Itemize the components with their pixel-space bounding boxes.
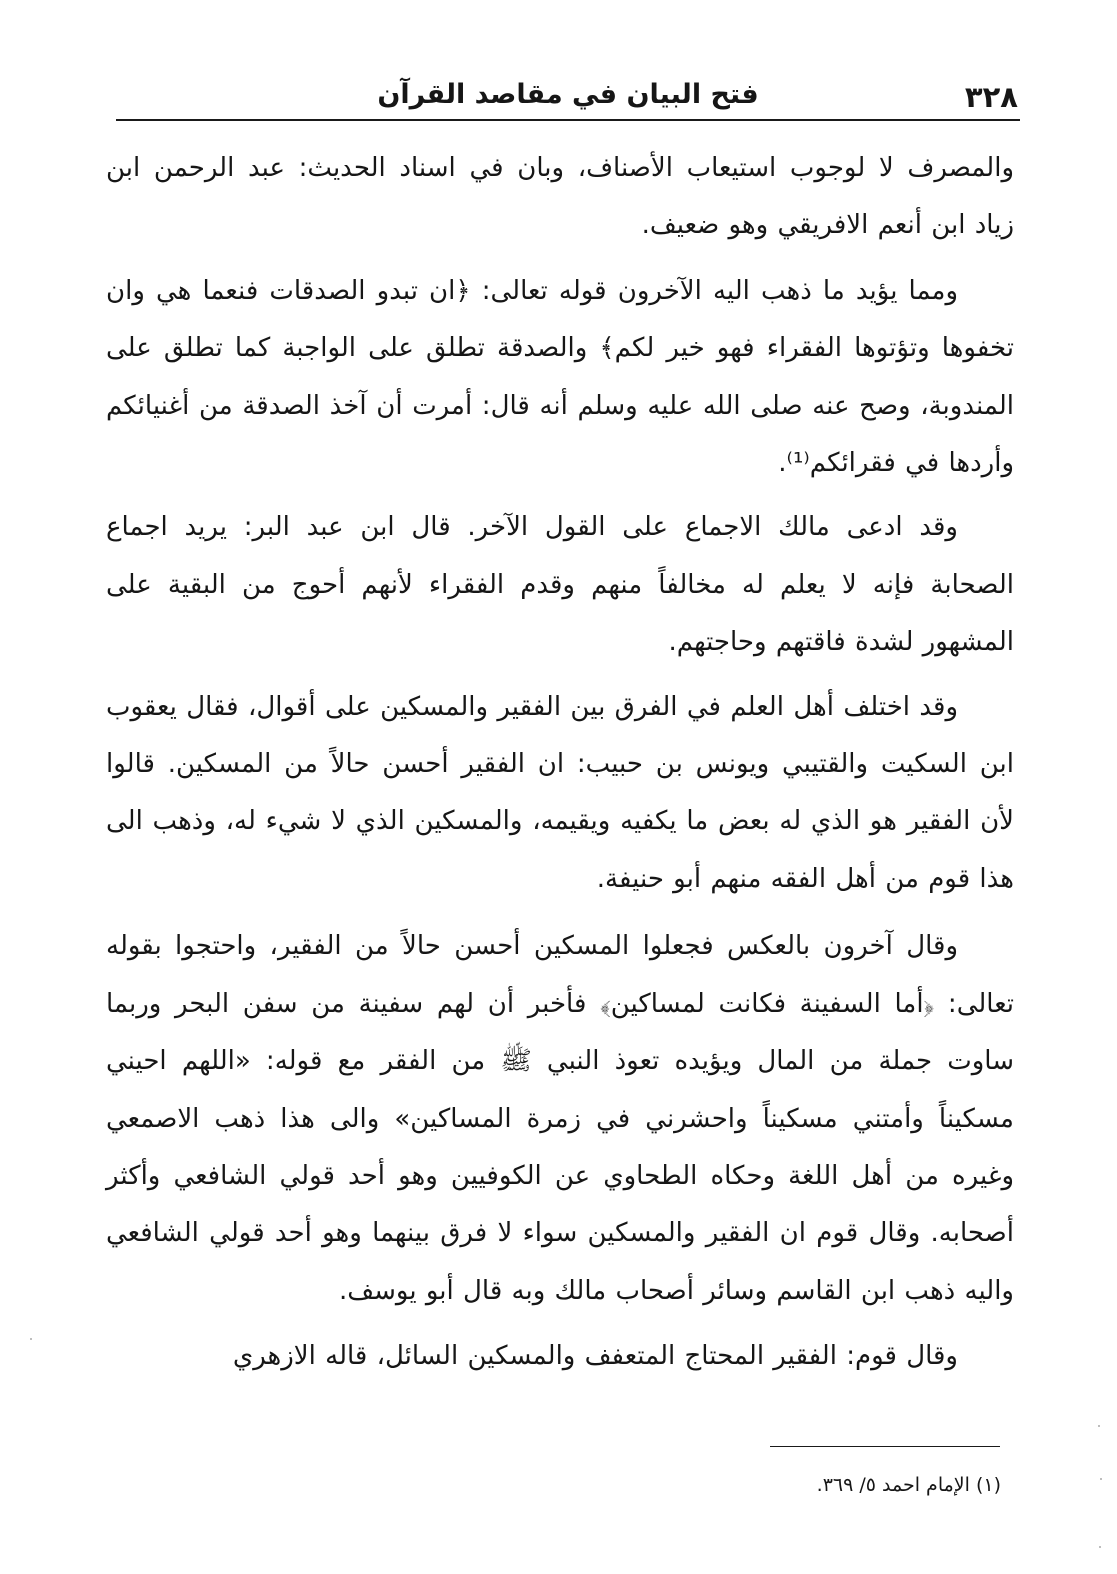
paragraph-2: ومما يؤيد ما ذهب اليه الآخرون قوله تعالى: ﴿ان تبدو الصدقات فنعما هي وان تخفوها وتؤتوها الفقراء فهو خير لكم﴾ والصدقة تطلق على الواجبة كما تطلق على المندوبة، وصح عنه صلى الله عليه وسلم أنه قال: أمرت أن آخذ الصدقة من أغنيائكم وأردها في فقرائكم⁽¹⁾. <box>106 275 1014 479</box>
paragraph-5: وقال آخرون بالعكس فجعلوا المسكين أحسن حالاً من الفقير، واحتجوا بقوله تعالى: ﴿أما السفينة فكانت لمساكين﴾ فأخبر أن لهم سفينة من سفن البحر وربما ساوت جملة من المال ويؤيده تعوذ النبي ﷺ من الفقر مع قوله: «اللهم احيني مسكيناً وأمتني مسكيناً واحشرني في زمرة المساكين» والى هذا ذهب الاصمعي وغيره من أهل اللغة وحكاه الطحاوي عن الكوفيين وهو أحد قولي الشافعي وأكثر أصحابه. وقال قوم ان الفقير والمسكين سواء لا فرق بينهما وهو أحد قولي الشافعي واليه ذهب ابن القاسم وسائر أصحاب مالك وبه قال أبو يوسف. <box>106 931 1014 1306</box>
footnote: (١) الإمام احمد ٥/ ٣٦٩. <box>816 1474 1001 1496</box>
paragraph-1: والمصرف لا لوجوب استيعاب الأصناف، وبان في اسناد الحديث: عبد الرحمن ابن زياد ابن أنعم الافريقي وهو ضعيف. <box>106 153 1014 241</box>
header-rule <box>116 119 1020 121</box>
body-text <box>106 140 1014 1386</box>
book-title: فتح البيان في مقاصد القرآن <box>377 79 759 110</box>
paragraph-3: وقد ادعى مالك الاجماع على القول الآخر. قال ابن عبد البر: يريد اجماع الصحابة فإنه لا يعلم له مخالفاً منهم وقدم الفقراء لأنهم أحوج من البقية على المشهور لشدة فاقتهم وحاجتهم. <box>106 512 1014 658</box>
scan-speck <box>1100 1478 1102 1480</box>
paragraph-6: وقال قوم: الفقير المحتاج المتعفف والمسكين السائل، قاله الازهري <box>232 1341 958 1372</box>
footnote-rule <box>770 1446 1000 1447</box>
running-header <box>118 76 1018 116</box>
scan-speck <box>1098 1425 1100 1427</box>
paragraph-4: وقد اختلف أهل العلم في الفرق بين الفقير والمسكين على أقوال، فقال يعقوب ابن السكيت والقتيبي ويونس بن حبيب: ان الفقير أحسن حالاً من المسكين. قالوا لأن الفقير هو الذي له بعض ما يكفيه ويقيمه، والمسكين الذي لا شيء له، وذهب الى هذا قوم من أهل الفقه منهم أبو حنيفة. <box>106 691 1014 894</box>
scan-speck <box>1099 1546 1101 1548</box>
scan-speck <box>30 1338 32 1340</box>
page-number: ٣٢٨ <box>964 80 1018 114</box>
